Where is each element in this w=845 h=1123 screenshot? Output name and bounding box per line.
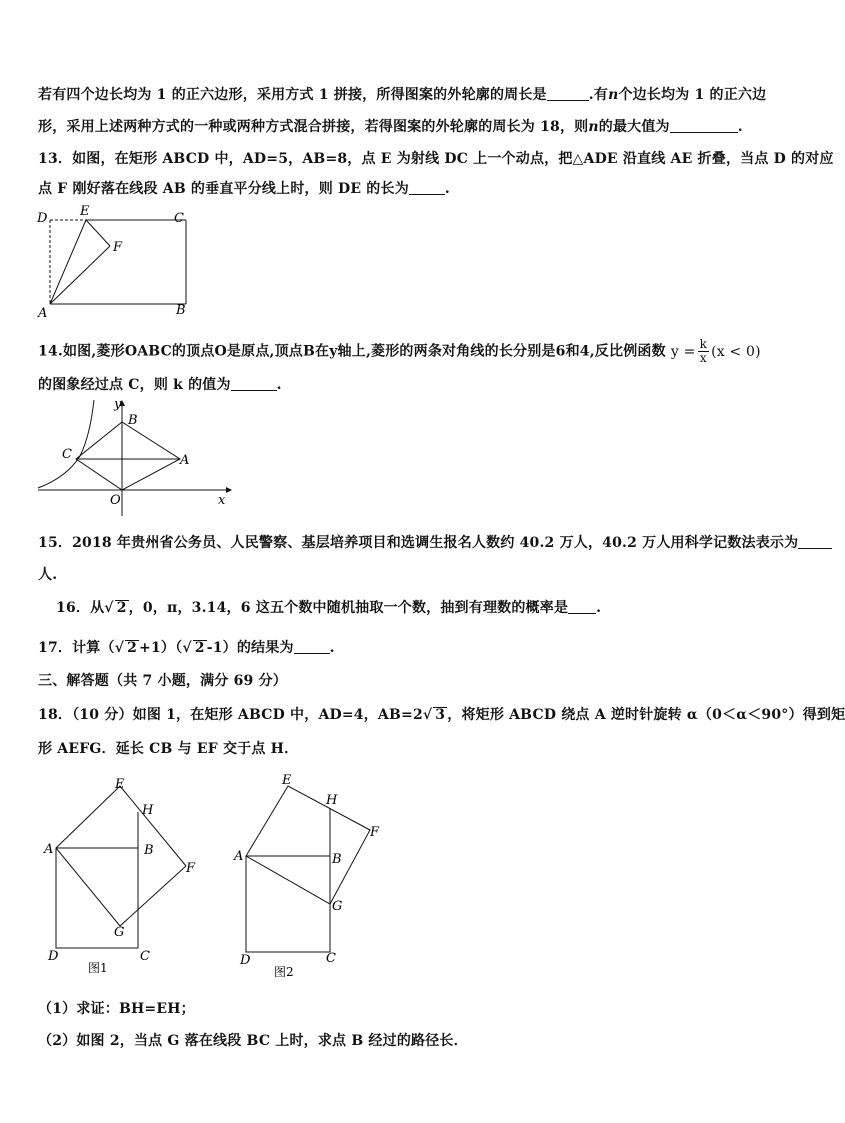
var-n: n	[588, 119, 599, 135]
period: .	[737, 119, 743, 135]
q17-line: 17．计算（√ 2 +1）（√ 2 -1）的结果为 .	[38, 640, 335, 656]
q14-text-2: 的图象经过点 C，则 k 的值为	[38, 377, 231, 393]
q18-part1-text: （1）求证：BH=EH；	[38, 1001, 195, 1017]
label-b: B	[144, 843, 154, 858]
fraction-numerator: k	[699, 337, 708, 351]
q12-text-b: .有	[588, 87, 609, 103]
rectangle-aefg	[56, 786, 186, 926]
q17-text: -1）的结果为	[206, 640, 294, 656]
q12-line1	[38, 84, 766, 104]
label-b: B	[176, 303, 186, 318]
sqrt-2: 2	[116, 600, 127, 616]
q13-figure	[34, 204, 194, 320]
q12-text-e: 的最大值为	[598, 119, 670, 135]
segment-ef	[86, 220, 110, 246]
var-n: n	[608, 87, 619, 103]
q12-text-d: 形，采用上述两种方式的一种或两种方式混合拼接，若得图案的外轮廓的周长为 18，则	[38, 119, 589, 135]
label-c: C	[174, 211, 184, 226]
figure-1-caption: 图1	[88, 961, 108, 975]
period: .	[444, 181, 450, 197]
label-y: y	[114, 397, 122, 412]
label-d: D	[240, 953, 251, 968]
label-b: B	[332, 852, 342, 867]
q17-prefix: 17．计算（	[38, 640, 115, 656]
q12-text-a: 若有四个边长均为 1 的正六边形，采用方式 1 拼接，所得图案的外轮廓的周长是	[38, 87, 547, 103]
period: .	[596, 600, 602, 616]
q13-line2	[38, 178, 450, 198]
q18-text-2: 形 AEFG．延长 CB 与 EF 交于点 H．	[38, 741, 299, 757]
fraction-k-over-x	[698, 338, 709, 365]
q14-figure	[34, 396, 234, 522]
q14-line1	[38, 338, 761, 365]
q13-line1	[38, 148, 834, 168]
q17-mid: +1）（	[139, 640, 183, 656]
label-e: E	[282, 773, 292, 788]
fraction-denominator: x	[699, 351, 707, 365]
q13-text-2: 点 F 刚好落在线段 AB 的垂直平分线上时，则 DE 的长为	[38, 181, 409, 197]
q16-prefix: 16．从	[56, 600, 105, 616]
q18-figure-1	[40, 774, 210, 979]
q15-line2	[38, 564, 57, 584]
label-e: E	[80, 204, 90, 219]
q12-line2	[38, 116, 743, 136]
label-a: A	[38, 306, 48, 321]
q18-text-b: ，将矩形 ABCD 绕点 A 逆时针旋转 α（0＜α＜90°）得到矩	[447, 707, 845, 723]
x-axis-arrow	[226, 487, 232, 493]
q18-figure-2	[230, 772, 390, 982]
q12-text-c: 个边长均为 1 的正六边	[618, 87, 767, 103]
answer-blank	[547, 86, 589, 101]
q15-text-2: 人.	[38, 567, 58, 583]
rectangle-aefg	[246, 786, 370, 904]
label-a: A	[234, 849, 244, 864]
formula-condition: (x < 0)	[711, 343, 761, 360]
figure-2-caption: 图2	[274, 965, 294, 979]
section-title: 三、解答题（共 7 小题，满分 69 分）	[38, 673, 287, 689]
segment-af	[50, 246, 110, 304]
label-b: B	[128, 413, 138, 428]
q14-text: 14.如图,菱形OABC的顶点O是原点,顶点B在y轴上,菱形的两条对角线的长分别是6和4,反比例函数	[38, 343, 666, 360]
q13-text: 13．如图，在矩形 ABCD 中，AD=5，AB=8，点 E 为射线 DC 上一个动点，把△ADE 沿直线 AE 折叠，当点 D 的对应	[38, 151, 834, 167]
answer-blank	[568, 599, 596, 614]
q14-formula	[670, 337, 761, 365]
label-g: G	[114, 925, 125, 940]
section-heading	[38, 670, 287, 690]
q18-line1: 18．（10 分）如图 1，在矩形 ABCD 中，AD=4，AB=2√ 3 ，将矩形 ABCD 绕点 A 逆时针旋转 α（0＜α＜90°）得到矩	[38, 707, 845, 723]
label-a: A	[44, 842, 54, 857]
q18-part1	[38, 998, 195, 1018]
q18-part2-text: （2）如图 2，当点 G 落在线段 BC 上时，求点 B 经过的路径长．	[38, 1033, 468, 1049]
q15-text: 15．2018 年贵州省公务员、人民警察、基层培养项目和选调生报名人数约 40.2 万人，40.2 万人用科学记数法表示为	[38, 535, 799, 551]
label-h: H	[326, 793, 338, 808]
label-d: D	[48, 949, 59, 964]
formula-y: y =	[670, 343, 696, 360]
label-o: O	[110, 493, 121, 508]
answer-blank	[409, 180, 445, 195]
label-e: E	[115, 777, 125, 792]
q14-line2	[38, 374, 282, 394]
label-f: F	[186, 861, 196, 876]
segment-ae	[50, 220, 86, 304]
rectangle-abcd	[246, 856, 330, 952]
label-f: F	[113, 240, 123, 255]
label-g: G	[332, 899, 343, 914]
label-d: D	[37, 211, 48, 226]
label-a: A	[180, 453, 190, 468]
answer-blank	[294, 639, 330, 654]
label-c: C	[62, 447, 72, 462]
label-h: H	[142, 803, 154, 818]
q16-text: ，0，π，3.14，6 这五个数中随机抽取一个数，抽到有理数的概率是	[128, 600, 569, 616]
period: .	[276, 377, 282, 393]
answer-blank	[231, 376, 277, 391]
answer-blank	[670, 118, 738, 133]
sqrt-3: 3	[435, 707, 446, 723]
period: .	[329, 640, 335, 656]
q18-part2	[38, 1030, 468, 1050]
label-c: C	[326, 951, 336, 966]
inverse-proportion-curve	[38, 400, 94, 488]
q16-line: 16．从√ 2 ，0，π，3.14，6 这五个数中随机抽取一个数，抽到有理数的概率是 .	[56, 600, 602, 616]
label-x: x	[218, 493, 226, 508]
q15-line1	[38, 532, 832, 552]
sqrt-2: 2	[194, 640, 205, 656]
answer-blank	[798, 534, 832, 549]
q18-line2	[38, 738, 298, 758]
sqrt-2: 2	[127, 640, 138, 656]
rhombus-oabc	[76, 422, 180, 490]
label-f: F	[370, 825, 380, 840]
label-c: C	[140, 949, 150, 964]
q18-text-a: 18．（10 分）如图 1，在矩形 ABCD 中，AD=4，AB=2	[38, 707, 423, 723]
